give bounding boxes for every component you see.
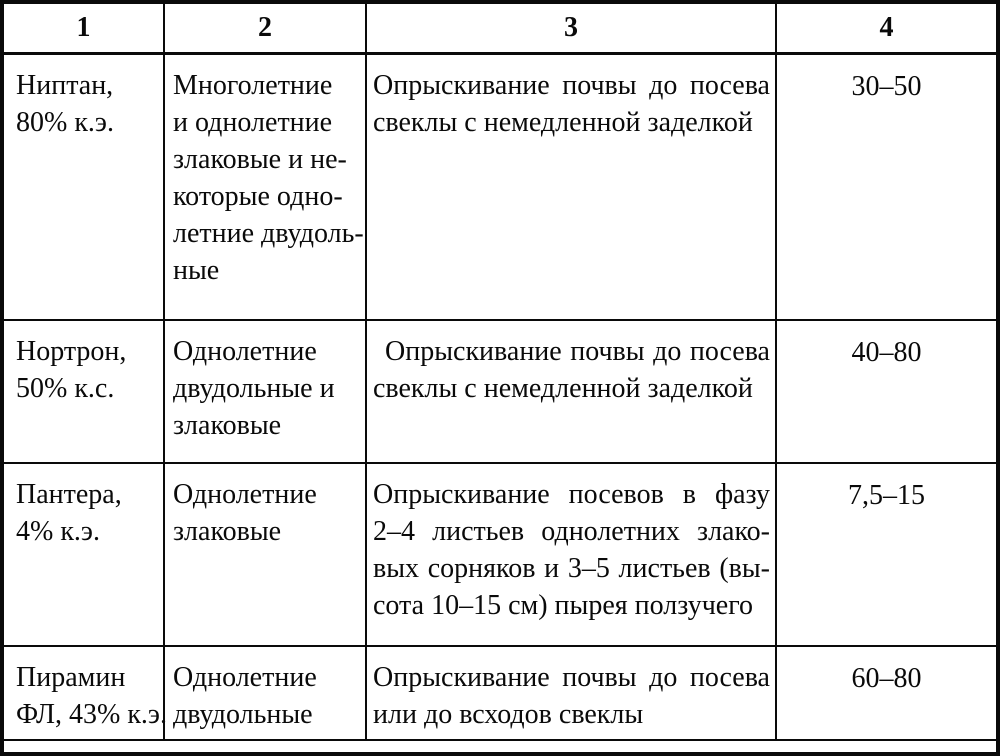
table-row	[4, 320, 996, 463]
preparation-text: Пирамин ФЛ, 43% к.э.	[16, 662, 167, 730]
dose-value: 7,5–15	[848, 480, 925, 511]
preparation-cell	[4, 646, 167, 740]
column-header-3: 3	[366, 4, 776, 53]
method-text: Опрыскивание почвы до посева свеклы с немедленной заделкой	[373, 336, 770, 404]
column-header-2: 2	[164, 4, 366, 53]
table-row	[4, 646, 996, 740]
dose-cell	[776, 463, 996, 646]
weeds-text: Однолетние двудольные и злаковые	[173, 336, 335, 441]
method-text: Опрыскивание посевов в фазу 2–4 листьев однолетних злако- вых сорняков и 3–5 листьев (вы- сота 10–15 см) пырея ползучего	[373, 479, 770, 621]
method-text: Опрыскивание почвы до посева или до всходов свеклы	[373, 662, 770, 730]
header-row	[4, 4, 996, 53]
table-row	[4, 463, 996, 646]
method-cell	[366, 646, 776, 740]
weeds-cell	[164, 463, 366, 646]
preparation-cell	[4, 320, 164, 463]
preparation-text: Пантера, 4% к.э.	[16, 479, 122, 547]
dose-cell	[776, 320, 996, 463]
dose-cell	[776, 53, 996, 320]
dose-value: 30–50	[851, 70, 922, 102]
method-cell	[366, 320, 776, 463]
weeds-cell	[164, 646, 366, 740]
method-cell	[366, 53, 776, 320]
weeds-text: Однолетние злаковые	[173, 479, 317, 547]
weeds-cell	[164, 53, 366, 320]
dose-value: 60–80	[851, 663, 922, 694]
weeds-text: Многолетние и однолетние злаковые и не- которые одно- летние двудоль- ные	[173, 69, 364, 286]
column-header-1: 1	[4, 4, 164, 53]
dose-value: 40–80	[851, 337, 922, 368]
column-header-4: 4	[776, 4, 996, 53]
preparation-cell	[4, 463, 164, 646]
preparation-text: Нортрон, 50% к.с.	[16, 336, 127, 404]
method-text: Опрыскивание почвы до посева свеклы с немедленной заделкой	[373, 69, 770, 138]
weeds-cell	[164, 320, 366, 463]
preparation-cell	[4, 53, 164, 320]
method-cell	[366, 463, 776, 646]
table-row	[4, 53, 996, 320]
preparation-text: Ниптан, 80% к.э.	[16, 69, 114, 138]
dose-cell	[776, 646, 996, 740]
weeds-text: Однолетние двудольные	[173, 662, 317, 730]
herbicide-table	[4, 4, 996, 741]
